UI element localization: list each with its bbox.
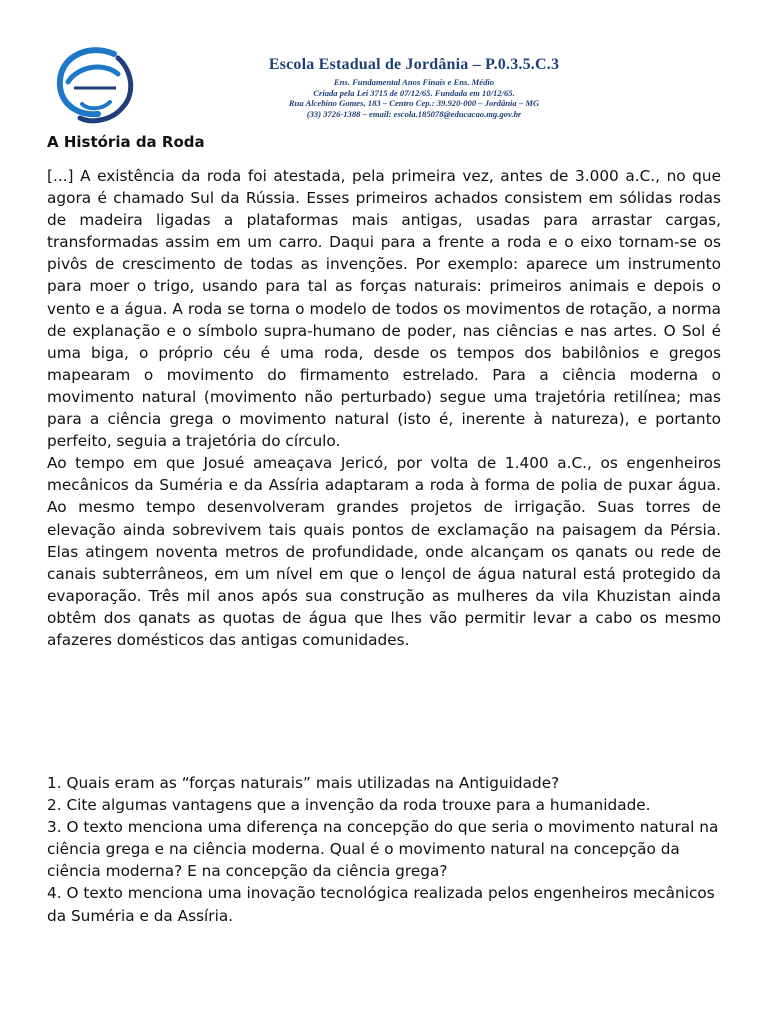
article-body	[47, 165, 721, 651]
school-name: Escola Estadual de Jordânia – P.0.3.5.C.3	[268, 56, 560, 73]
school-info-line: Rua Alcebíno Gomes, 183 – Centro Cep.: 39.920-000 – Jordânia – MG	[288, 98, 540, 109]
paragraph: Ao tempo em que Josué ameaçava Jericó, por volta de 1.400 a.C., os engenheiros mecânicos da Suméria e da Assíria adaptaram a roda à forma de polia de puxar água. Ao mesmo tempo desenvolveram grandes projetos de irrigação. Suas torres de elevação ainda sobrevivem tais quais pontos de exclamação na paisagem da Pérsia. Elas atingem noventa metros de profundidade, onde alcançam os qanats ou rede de canais subterrâneos, em um nível em que o lençol de água natural está protegido da evaporação. Três mil anos após sua construção as mulheres da vila Khuzistan ainda obtêm dos qanats as quotas de água que lhes vão permitir levar a cabo os mesmo afazeres domésticos das antigas comunidades.	[47, 454, 721, 649]
question-item: 2. Cite algumas vantagens que a invenção da roda trouxe para a humanidade.	[47, 796, 651, 815]
school-header	[44, 42, 734, 126]
paragraph: [...] A existência da roda foi atestada, pela primeira vez, antes de 3.000 a.C., no que agora é chamado Sul da Rússia. Esses primeiros achados consistem em sólidas rodas de madeira ligadas a plataformas mais antigas, usadas para arrastar cargas, transformadas assim em um carro. Daqui para a frente a roda e o eixo tornam-se os pivôs de crescimento de todas as invenções. Por exemplo: aparece um instrumento para moer o trigo, usando para tal as forças naturais: primeiros animais e depois o vento e a água. A roda se torna o modelo de todos os movimentos de rotação, a norma de explanação e o símbolo supra-humano de poder, nas ciências e nas artes. O Sol é uma biga, o próprio céu é uma roda, desde os tempos dos babilônios e gregos mapearam o movimento do firmamento estrelado. Para a ciência moderna o movimento natural (movimento não perturbado) segue uma trajetória retilínea; mas para a ciência grega o movimento natural (isto é, inerente à natureza), e portanto perfeito, seguia a trajetória do círculo.	[47, 167, 721, 451]
question-item: 1. Quais eram as “forças naturais” mais utilizadas na Antiguidade?	[47, 774, 560, 792]
question-item: 3. O texto menciona uma diferença na concepção do que seria o movimento natural na ciência grega e na ciência moderna. Qual é o movimento natural na concepção da ciência moderna? E na concepção da ciência grega?	[47, 818, 719, 881]
school-info-line: Ens. Fundamental Anos Finais e Ens. Médio	[333, 77, 495, 87]
question-item: 4. O texto menciona uma inovação tecnológica realizada pelos engenheiros mecânicos da Suméria e da Assíria.	[47, 884, 715, 925]
school-info-line: Criada pela Lei 3715 de 07/12/65. Fundada em 10/12/65.	[313, 87, 515, 98]
school-info-line: (33) 3726-1388 – email: escola.185078@educacao.mg.gov.br	[306, 108, 522, 119]
ej-logo-icon	[52, 44, 144, 126]
question-list	[47, 772, 721, 927]
school-info	[164, 56, 664, 119]
document-title: A História da Roda	[47, 133, 205, 151]
